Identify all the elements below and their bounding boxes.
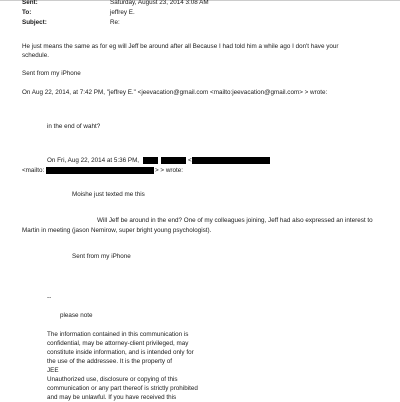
quote-2-lt: < xyxy=(188,157,192,164)
disclaimer-line: the use of the addressee. It is the property of xyxy=(47,358,172,365)
disclaimer-line: constitute inside information, and is intended only for xyxy=(47,349,194,356)
quote-2-mailto: <mailto: xyxy=(22,167,45,174)
disclaimer-line: JEE xyxy=(47,367,59,374)
subject-label: Subject: xyxy=(22,19,47,26)
to-label: To: xyxy=(22,9,32,16)
redaction-box xyxy=(46,167,154,174)
redaction-box xyxy=(161,157,186,164)
sent-label: Sent: xyxy=(22,0,38,6)
disclaimer-line: and may be unlawful. If you have received this xyxy=(47,394,177,401)
disclaimer-line: Unauthorized use, disclosure or copying of this xyxy=(47,376,178,383)
quote-1-header: On Aug 22, 2014, at 7:42 PM, "jeffrey E." <jeevacation@gmail.com <mailto:jeevacation@gmail.com> > wrote: xyxy=(22,89,328,96)
signature-2: Sent from my iPhone xyxy=(72,253,131,260)
disclaimer-line: confidential, may be attorney-client privileged, may xyxy=(47,340,189,347)
redaction-box xyxy=(143,157,158,164)
disclaimer-line: The information contained in this communication is xyxy=(47,331,189,338)
quote-1-text: in the end of waht? xyxy=(47,123,101,130)
quote-2-line-1: Moishe just texted me this xyxy=(72,191,145,198)
quote-2-line-3: Martin in meeting (jason Nemirow, super bright young psychologist). xyxy=(22,227,212,234)
disclaimer-line: communication or any part thereof is strictly prohibited xyxy=(47,385,198,392)
subject-value: Re: xyxy=(110,19,120,26)
quote-2-header-prefix: On Fri, Aug 22, 2014 at 5:36 PM, xyxy=(47,157,140,164)
sent-value: Saturday, August 23, 2014 3:08 AM xyxy=(110,0,209,6)
reply-line-1: He just means the same as for eg will Jeff be around after all Because I had told him a while ago I don't have your xyxy=(22,43,339,50)
reply-line-2: schedule. xyxy=(22,52,49,59)
quote-2-line-2: Will Jeff be around in the end? One of my colleagues joining, Jeff had also expressed an interest to xyxy=(97,217,373,224)
signature-dashes: -- xyxy=(47,294,52,301)
please-note: please note xyxy=(60,312,93,319)
quote-2-wrote: > > wrote: xyxy=(155,167,184,174)
redaction-box xyxy=(192,157,270,164)
signature-1: Sent from my iPhone xyxy=(22,70,81,77)
to-value: jeffrey E. xyxy=(110,9,135,16)
